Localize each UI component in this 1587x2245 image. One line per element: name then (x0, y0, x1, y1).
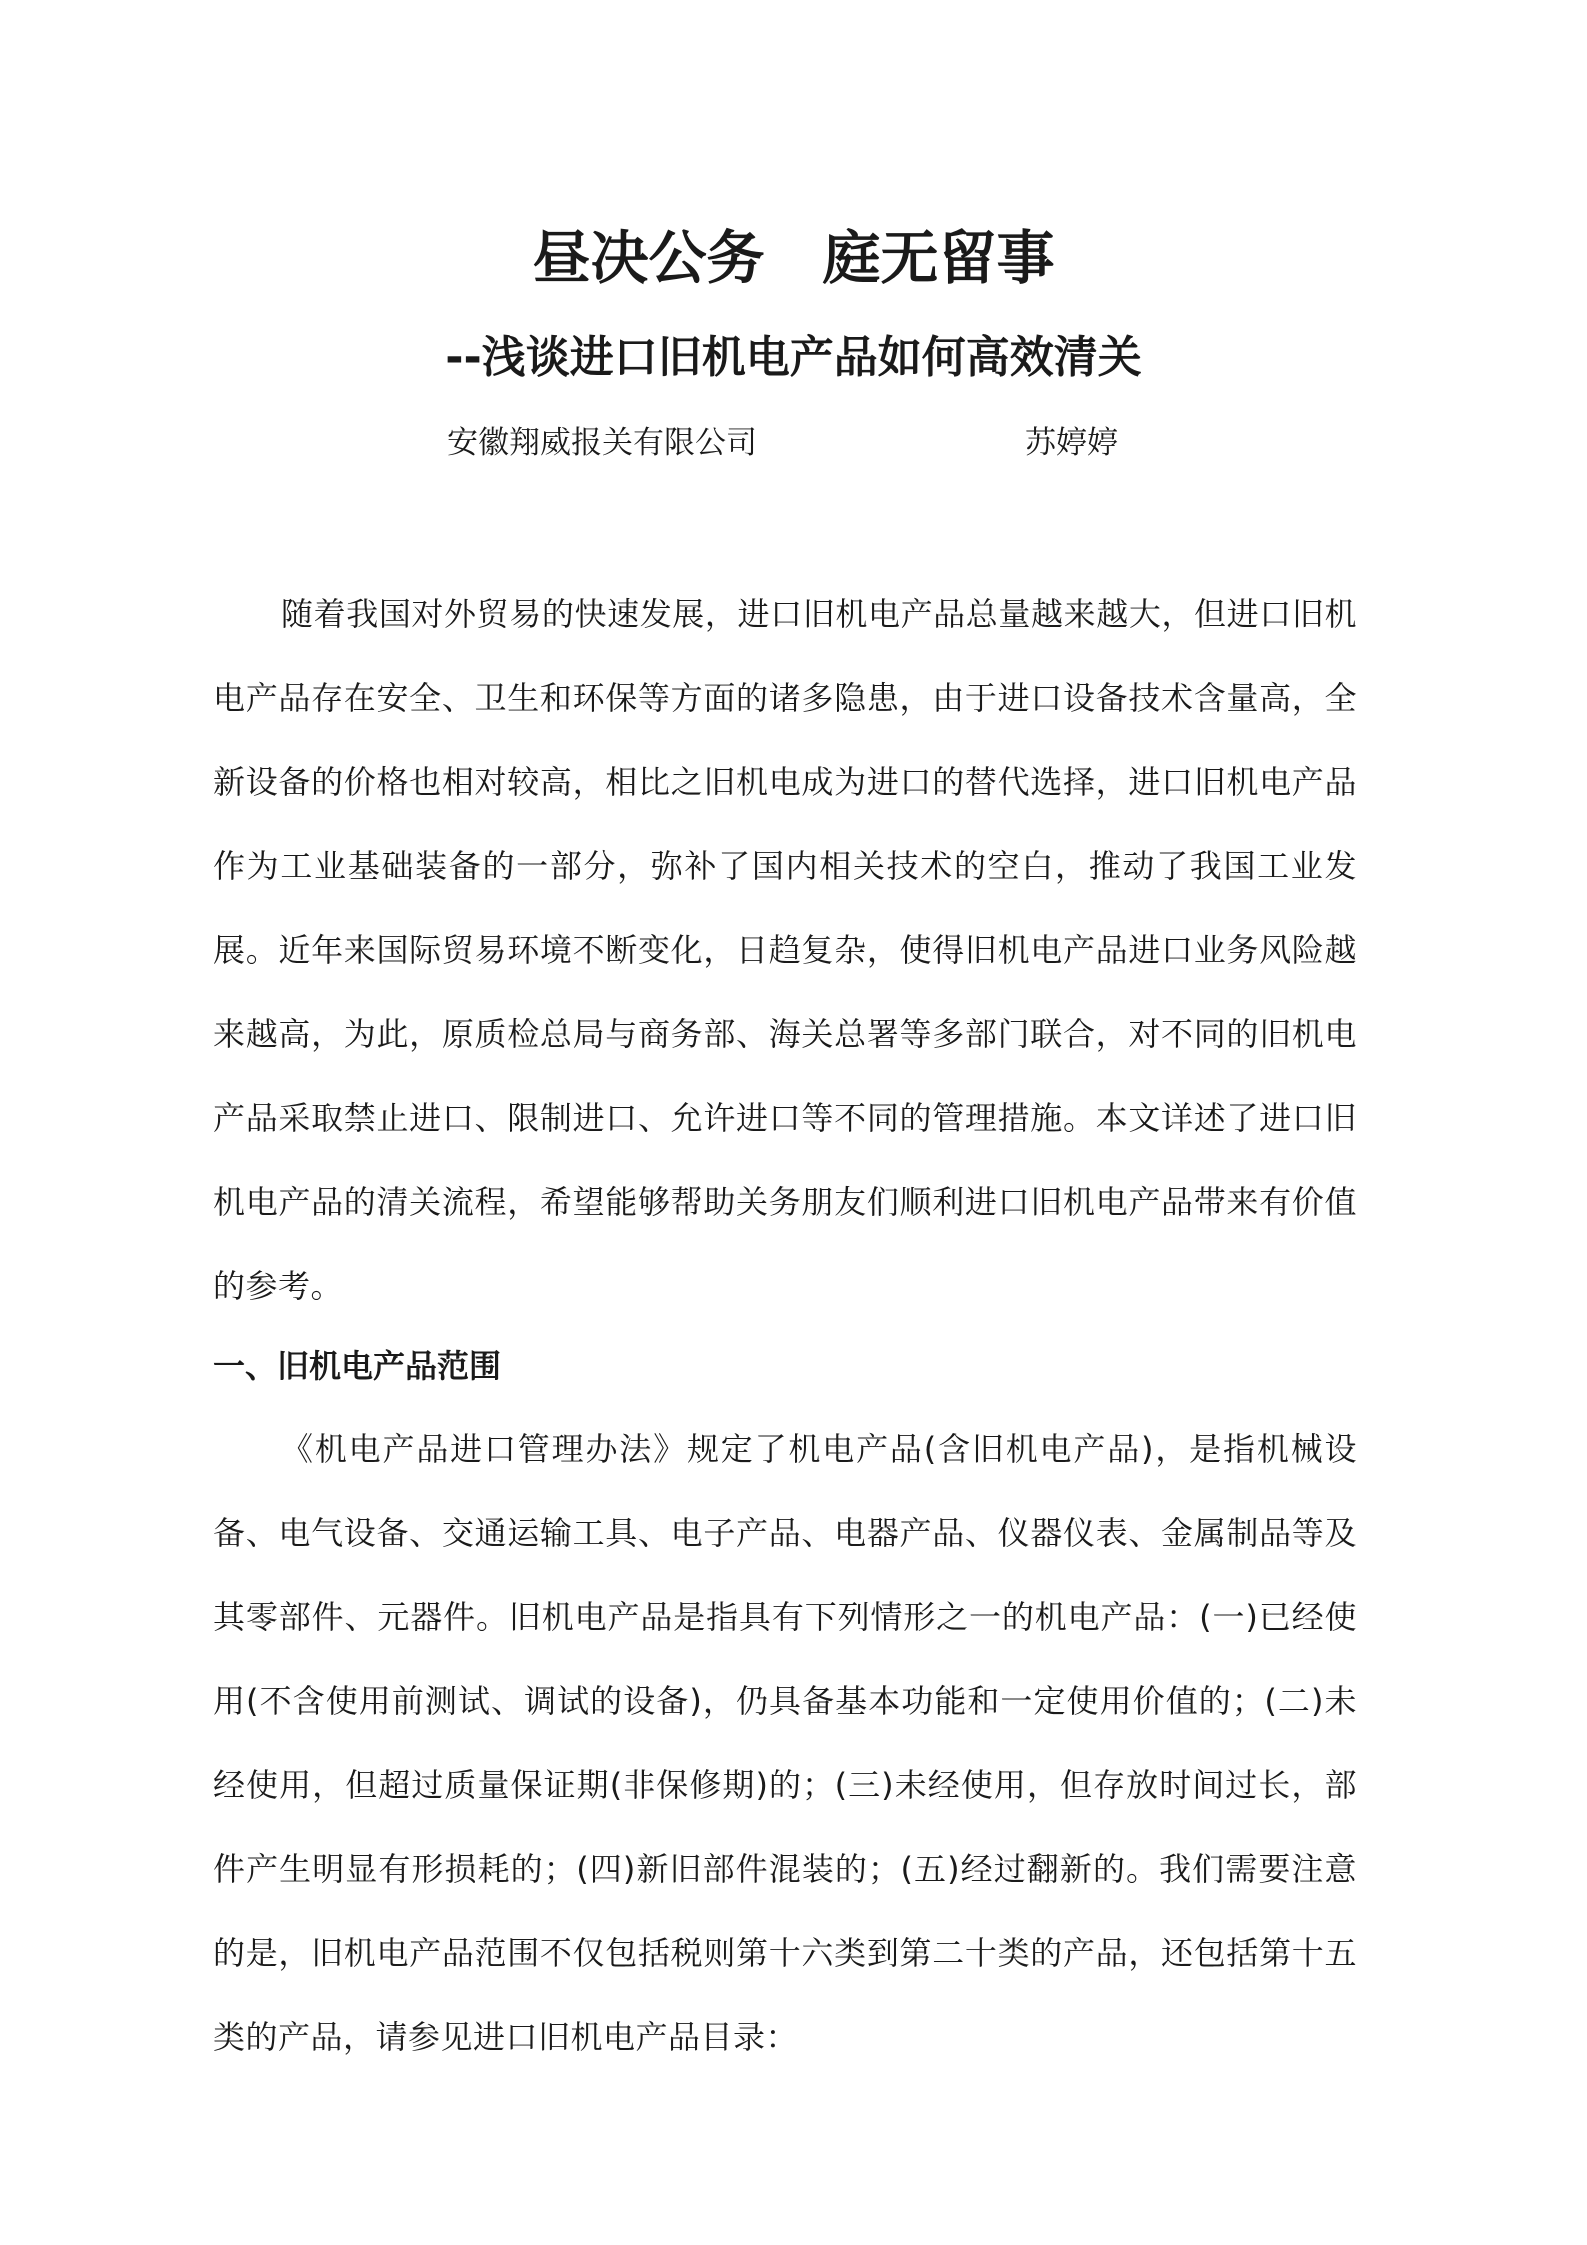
section-paragraph: 《机电产品进口管理办法》规定了机电产品(含旧机电产品)，是指机械设备、电气设备、交通运输工具、电子产品、电器产品、仪器仪表、金属制品等及其零部件、元器件。旧机电产品是指具有下列情形之一的机电产品：(一)已经使用(不含使用前测试、调试的设备)，仍具备基本功能和一定使用价值的；(二)未经使用，但超过质量保证期(非保修期)的；(三)未经使用，但存放时间过长，部件产生明显有形损耗的；(四)新旧部件混装的；(五)经过翻新的。我们需要注意的是，旧机电产品范围不仅包括税则第十六类到第二十类的产品，还包括第十五类的产品，请参见进口旧机电产品目录： (213, 1430, 1357, 2056)
document-title: 昼决公务 庭无留事 (532, 224, 1055, 292)
document-subtitle: --浅谈进口旧机电产品如何高效清关 (445, 332, 1142, 383)
author-name: 苏婷婷 (1025, 425, 1118, 461)
section-heading: 一、旧机电产品范围 (213, 1347, 502, 1385)
company-name: 安徽翔威报关有限公司 (447, 425, 757, 461)
intro-paragraph: 随着我国对外贸易的快速发展，进口旧机电产品总量越来越大，但进口旧机电产品存在安全、卫生和环保等方面的诸多隐患，由于进口设备技术含量高，全新设备的价格也相对较高，相比之旧机电成为进口的替代选择，进口旧机电产品作为工业基础装备的一部分，弥补了国内相关技术的空白，推动了我国工业发展。近年来国际贸易环境不断变化，日趋复杂，使得旧机电产品进口业务风险越来越高，为此，原质检总局与商务部、海关总署等多部门联合，对不同的旧机电产品采取禁止进口、限制进口、允许进口等不同的管理措施。本文详述了进口旧机电产品的清关流程，希望能够帮助关务朋友们顺利进口旧机电产品带来有价值的参考。 (213, 595, 1357, 1305)
